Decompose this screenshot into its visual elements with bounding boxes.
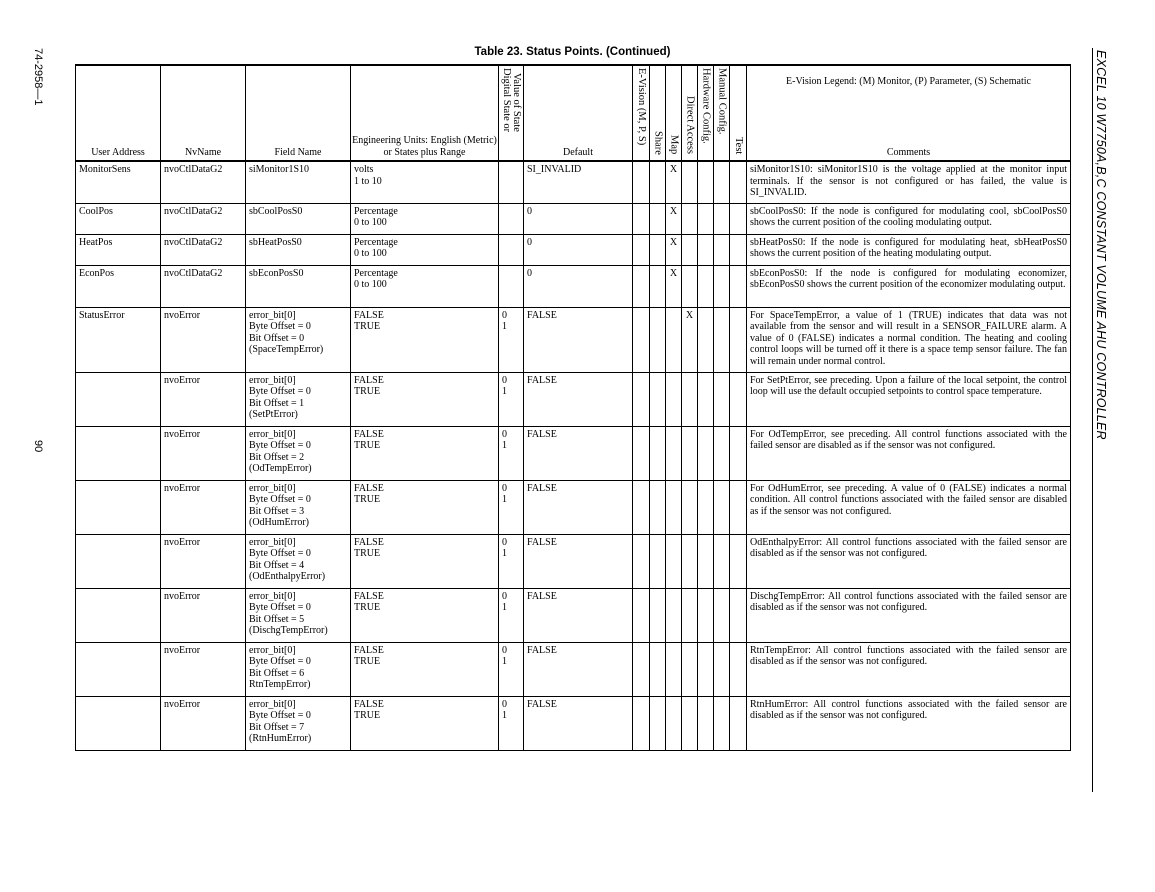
default-cell: FALSE (524, 588, 633, 642)
comments-cell: For OdTempError, see preceding. All control functions associated with the failed sensor are disabled as if the sensor was not configured. (747, 426, 1071, 480)
user-address-cell (76, 696, 161, 750)
nv-name-cell: nvoCtlDataG2 (161, 161, 246, 203)
evision-mark-cell (633, 426, 650, 480)
field-name-cell: sbHeatPosS0 (246, 234, 351, 265)
direct-mark-cell (682, 426, 698, 480)
evision-mark-cell (633, 588, 650, 642)
header-manual-config: Manual Config. (714, 65, 730, 161)
default-cell: 0 (524, 203, 633, 234)
comments-cell: For SpaceTempError, a value of 1 (TRUE) indicates that data was not available from the sensor and will result in a SENSOR_FAILURE alarm. A value of 0 (FALSE) indicates a normal condition. The heating and cooling control loops will be turned off it there is a space temp sensor failure. The fan will remain under normal control. (747, 307, 1071, 372)
test-mark-cell (730, 642, 747, 696)
table-row (76, 426, 1071, 480)
user-address-cell: CoolPos (76, 203, 161, 234)
direct-mark-cell (682, 480, 698, 534)
nv-name-cell: nvoError (161, 642, 246, 696)
hw-mark-cell (698, 161, 714, 203)
hw-mark-cell (698, 588, 714, 642)
engineering-units-cell: FALSE TRUE (351, 642, 499, 696)
hw-mark-cell (698, 372, 714, 426)
share-mark-cell (650, 234, 666, 265)
state-value-cell: 0 1 (499, 696, 524, 750)
manual-mark-cell (714, 426, 730, 480)
state-value-cell: 0 1 (499, 534, 524, 588)
test-mark-cell (730, 161, 747, 203)
table-row (76, 372, 1071, 426)
evision-mark-cell (633, 642, 650, 696)
field-name-cell: error_bit[0] Byte Offset = 0 Bit Offset = 1 (SetPtError) (246, 372, 351, 426)
header-row (76, 65, 1071, 161)
field-name-cell: error_bit[0] Byte Offset = 0 Bit Offset = 7 (RtnHumError) (246, 696, 351, 750)
map-mark-cell: X (666, 161, 682, 203)
test-mark-cell (730, 234, 747, 265)
user-address-cell (76, 480, 161, 534)
map-mark-cell: X (666, 203, 682, 234)
comments-cell: OdEnthalpyError: All control functions associated with the failed sensor are disabled as if the sensor was not configured. (747, 534, 1071, 588)
user-address-cell: HeatPos (76, 234, 161, 265)
share-mark-cell (650, 642, 666, 696)
engineering-units-cell: Percentage 0 to 100 (351, 265, 499, 307)
share-mark-cell (650, 696, 666, 750)
map-mark-cell (666, 426, 682, 480)
manual-mark-cell (714, 588, 730, 642)
nv-name-cell: nvoCtlDataG2 (161, 234, 246, 265)
engineering-units-cell: Percentage 0 to 100 (351, 203, 499, 234)
margin-rule (1092, 48, 1093, 792)
evision-legend: E-Vision Legend: (M) Monitor, (P) Parameter, (S) Schematic (786, 76, 1031, 87)
map-mark-cell (666, 307, 682, 372)
nv-name-cell: nvoError (161, 426, 246, 480)
manual-mark-cell (714, 696, 730, 750)
hw-mark-cell (698, 426, 714, 480)
share-mark-cell (650, 480, 666, 534)
state-value-cell: 0 1 (499, 480, 524, 534)
header-field-name: Field Name (246, 65, 351, 161)
engineering-units-cell: FALSE TRUE (351, 588, 499, 642)
header-evision: E-Vision (M, P, S) (633, 65, 650, 161)
status-points-table (75, 64, 1071, 751)
share-mark-cell (650, 588, 666, 642)
test-mark-cell (730, 307, 747, 372)
comments-cell: siMonitor1S10: siMonitor1S10 is the voltage applied at the monitor input terminals. If the sensor is not configured or has failed, the value is SI_INVALID. (747, 161, 1071, 203)
comments-cell: RtnTempError: All control functions associated with the failed sensor are disabled as if the sensor was not configured. (747, 642, 1071, 696)
nv-name-cell: nvoCtlDataG2 (161, 265, 246, 307)
state-value-cell (499, 234, 524, 265)
header-digital-state: Digital State orValue of State (499, 65, 524, 161)
user-address-cell (76, 588, 161, 642)
share-mark-cell (650, 161, 666, 203)
direct-mark-cell (682, 588, 698, 642)
engineering-units-cell: FALSE TRUE (351, 696, 499, 750)
evision-mark-cell (633, 696, 650, 750)
comments-cell: DischgTempError: All control functions associated with the failed sensor are disabled as if the sensor was not configured. (747, 588, 1071, 642)
comments-cell: For SetPtError, see preceding. Upon a failure of the local setpoint, the control loop will use the default occupied setpoints to control space temperature. (747, 372, 1071, 426)
engineering-units-cell: FALSE TRUE (351, 372, 499, 426)
hw-mark-cell (698, 534, 714, 588)
evision-mark-cell (633, 203, 650, 234)
default-cell: FALSE (524, 534, 633, 588)
manual-mark-cell (714, 372, 730, 426)
manual-mark-cell (714, 480, 730, 534)
engineering-units-cell: FALSE TRUE (351, 534, 499, 588)
comments-cell: sbEconPosS0: If the node is configured for modulating economizer, sbEconPosS0 shows the current position of the economizer modulating output. (747, 265, 1071, 307)
header-nv-name: NvName (161, 65, 246, 161)
default-cell: FALSE (524, 480, 633, 534)
state-value-cell (499, 265, 524, 307)
field-name-cell: error_bit[0] Byte Offset = 0 Bit Offset = 3 (OdHumError) (246, 480, 351, 534)
map-mark-cell (666, 696, 682, 750)
map-mark-cell (666, 588, 682, 642)
direct-mark-cell: X (682, 307, 698, 372)
header-default: Default (524, 65, 633, 161)
table-row (76, 265, 1071, 307)
table-row (76, 203, 1071, 234)
share-mark-cell (650, 426, 666, 480)
default-cell: FALSE (524, 307, 633, 372)
state-value-cell (499, 203, 524, 234)
hw-mark-cell (698, 696, 714, 750)
field-name-cell: sbCoolPosS0 (246, 203, 351, 234)
default-cell: FALSE (524, 426, 633, 480)
engineering-units-cell: FALSE TRUE (351, 480, 499, 534)
comments-cell: sbHeatPosS0: If the node is configured for modulating heat, sbHeatPosS0 shows the current position of the heating modulating output. (747, 234, 1071, 265)
share-mark-cell (650, 265, 666, 307)
nv-name-cell: nvoError (161, 534, 246, 588)
test-mark-cell (730, 480, 747, 534)
user-address-cell (76, 426, 161, 480)
engineering-units-cell: FALSE TRUE (351, 426, 499, 480)
direct-mark-cell (682, 161, 698, 203)
nv-name-cell: nvoCtlDataG2 (161, 203, 246, 234)
user-address-cell: MonitorSens (76, 161, 161, 203)
hw-mark-cell (698, 265, 714, 307)
state-value-cell: 0 1 (499, 372, 524, 426)
hw-mark-cell (698, 642, 714, 696)
state-value-cell (499, 161, 524, 203)
map-mark-cell (666, 642, 682, 696)
manual-mark-cell (714, 642, 730, 696)
evision-mark-cell (633, 234, 650, 265)
field-name-cell: sbEconPosS0 (246, 265, 351, 307)
header-engineering-units: Engineering Units: English (Metric) or States plus Range (351, 65, 499, 161)
table-body (76, 161, 1071, 750)
table-row (76, 234, 1071, 265)
direct-mark-cell (682, 534, 698, 588)
header-comments: E-Vision Legend: (M) Monitor, (P) Parameter, (S) Schematic Comments (747, 65, 1071, 161)
evision-mark-cell (633, 480, 650, 534)
test-mark-cell (730, 203, 747, 234)
direct-mark-cell (682, 203, 698, 234)
map-mark-cell (666, 372, 682, 426)
user-address-cell (76, 372, 161, 426)
direct-mark-cell (682, 372, 698, 426)
manual-mark-cell (714, 265, 730, 307)
share-mark-cell (650, 534, 666, 588)
field-name-cell: siMonitor1S10 (246, 161, 351, 203)
hw-mark-cell (698, 203, 714, 234)
nv-name-cell: nvoError (161, 696, 246, 750)
map-mark-cell: X (666, 234, 682, 265)
map-mark-cell (666, 534, 682, 588)
field-name-cell: error_bit[0] Byte Offset = 0 Bit Offset = 2 (OdTempError) (246, 426, 351, 480)
nv-name-cell: nvoError (161, 480, 246, 534)
table-row (76, 588, 1071, 642)
user-address-cell: EconPos (76, 265, 161, 307)
manual-mark-cell (714, 307, 730, 372)
default-cell: 0 (524, 265, 633, 307)
field-name-cell: error_bit[0] Byte Offset = 0 Bit Offset = 6 RtnTempError) (246, 642, 351, 696)
nv-name-cell: nvoError (161, 372, 246, 426)
table-row (76, 480, 1071, 534)
manual-mark-cell (714, 534, 730, 588)
test-mark-cell (730, 588, 747, 642)
test-mark-cell (730, 696, 747, 750)
comments-cell: sbCoolPosS0: If the node is configured for modulating cool, sbCoolPosS0 shows the current position of the cooling modulating output. (747, 203, 1071, 234)
evision-mark-cell (633, 307, 650, 372)
header-direct-access: Direct Access (682, 65, 698, 161)
manual-mark-cell (714, 203, 730, 234)
evision-mark-cell (633, 534, 650, 588)
manual-mark-cell (714, 161, 730, 203)
test-mark-cell (730, 534, 747, 588)
direct-mark-cell (682, 696, 698, 750)
state-value-cell: 0 1 (499, 307, 524, 372)
document-number: 74-2958—1 (32, 48, 44, 106)
engineering-units-cell: volts 1 to 10 (351, 161, 499, 203)
engineering-units-cell: Percentage 0 to 100 (351, 234, 499, 265)
field-name-cell: error_bit[0] Byte Offset = 0 Bit Offset = 0 (SpaceTempError) (246, 307, 351, 372)
map-mark-cell (666, 480, 682, 534)
table-row (76, 696, 1071, 750)
header-user-address: User Address (76, 65, 161, 161)
running-title: EXCEL 10 W7750A,B,C CONSTANT VOLUME AHU CONTROLLER (1094, 50, 1108, 440)
state-value-cell: 0 1 (499, 426, 524, 480)
user-address-cell: StatusError (76, 307, 161, 372)
share-mark-cell (650, 203, 666, 234)
hw-mark-cell (698, 480, 714, 534)
table-row (76, 642, 1071, 696)
evision-mark-cell (633, 372, 650, 426)
field-name-cell: error_bit[0] Byte Offset = 0 Bit Offset = 4 (OdEnthalpyError) (246, 534, 351, 588)
default-cell: FALSE (524, 642, 633, 696)
test-mark-cell (730, 426, 747, 480)
engineering-units-cell: FALSE TRUE (351, 307, 499, 372)
comments-cell: RtnHumError: All control functions associated with the failed sensor are disabled as if the sensor was not configured. (747, 696, 1071, 750)
test-mark-cell (730, 372, 747, 426)
header-hardware-config: Hardware Config. (698, 65, 714, 161)
default-cell: FALSE (524, 372, 633, 426)
nv-name-cell: nvoError (161, 307, 246, 372)
direct-mark-cell (682, 265, 698, 307)
manual-mark-cell (714, 234, 730, 265)
share-mark-cell (650, 372, 666, 426)
nv-name-cell: nvoError (161, 588, 246, 642)
hw-mark-cell (698, 234, 714, 265)
user-address-cell (76, 642, 161, 696)
default-cell: FALSE (524, 696, 633, 750)
field-name-cell: error_bit[0] Byte Offset = 0 Bit Offset = 5 (DischgTempError) (246, 588, 351, 642)
table-row (76, 534, 1071, 588)
comments-cell: For OdHumError, see preceding. A value of 0 (FALSE) indicates a normal condition. All control functions associated with the failed sensor are disabled as if the sensor was not configured. (747, 480, 1071, 534)
header-map: Map (666, 65, 682, 161)
state-value-cell: 0 1 (499, 642, 524, 696)
direct-mark-cell (682, 642, 698, 696)
hw-mark-cell (698, 307, 714, 372)
table-row (76, 161, 1071, 203)
header-share: Share (650, 65, 666, 161)
page-number: 90 (32, 440, 44, 453)
default-cell: 0 (524, 234, 633, 265)
direct-mark-cell (682, 234, 698, 265)
default-cell: SI_INVALID (524, 161, 633, 203)
share-mark-cell (650, 307, 666, 372)
header-test: Test (730, 65, 747, 161)
user-address-cell (76, 534, 161, 588)
test-mark-cell (730, 265, 747, 307)
table-row (76, 307, 1071, 372)
evision-mark-cell (633, 265, 650, 307)
evision-mark-cell (633, 161, 650, 203)
map-mark-cell: X (666, 265, 682, 307)
left-margin (32, 48, 52, 453)
table-title: Table 23. Status Points. (Continued) (474, 46, 671, 58)
state-value-cell: 0 1 (499, 588, 524, 642)
